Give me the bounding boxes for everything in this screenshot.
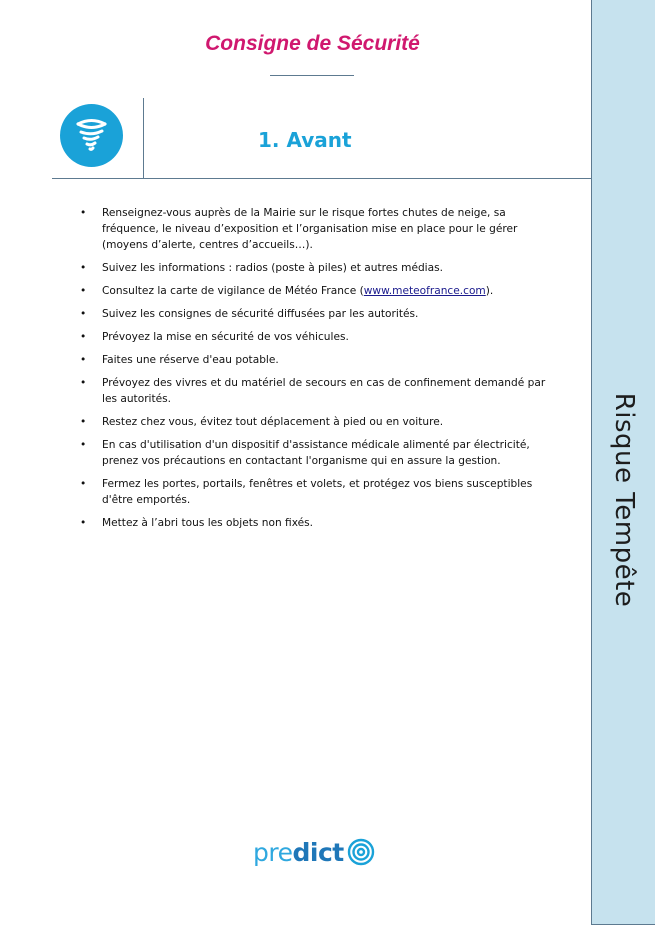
- list-item: [80, 375, 550, 407]
- list-item-text: Faites une réserve d'eau potable.: [102, 354, 279, 366]
- list-item-text: ).: [485, 285, 494, 297]
- bullet-marker: •: [80, 331, 87, 343]
- list-item: [80, 205, 550, 253]
- list-item-text: Fermez les portes, portails, fenêtres et volets, et protégez vos biens susceptibles d'être emportés.: [102, 478, 533, 506]
- logo-text-dict: dict: [292, 837, 344, 867]
- bullet-marker: •: [80, 285, 87, 297]
- list-item: [80, 260, 550, 276]
- list-item-text: Prévoyez des vivres et du matériel de secours en cas de confinement demandé par les autorités.: [102, 377, 546, 405]
- list-item-text: En cas d'utilisation d'un dispositif d'assistance médicale alimenté par électricité, prenez vos précautions en contactant l'organisme qui en assure la gestion.: [102, 439, 530, 467]
- page-title: Consigne de Sécurité: [205, 32, 420, 55]
- list-item-text: Restez chez vous, évitez tout déplacement à pied ou en voiture.: [102, 416, 444, 428]
- logo-text-pre: pre: [253, 837, 293, 867]
- tornado-icon: [60, 104, 123, 167]
- list-item: [80, 283, 550, 299]
- list-item: [80, 515, 550, 531]
- bullet-marker: •: [80, 439, 87, 451]
- section-title: 1. Avant: [258, 128, 352, 152]
- title-underline: [270, 75, 354, 76]
- bullet-marker: •: [80, 354, 87, 366]
- header-divider-vertical: [143, 98, 144, 178]
- list-item: [80, 329, 550, 345]
- bullet-marker: •: [80, 478, 87, 490]
- predict-logo: [253, 835, 375, 869]
- sidebar-title: Risque Tempête: [609, 392, 639, 608]
- meteofrance-link[interactable]: www.meteofrance.com: [363, 285, 486, 297]
- bullet-marker: •: [80, 262, 87, 274]
- bullet-marker: •: [80, 416, 87, 428]
- bullet-marker: •: [80, 517, 87, 529]
- header-divider-horizontal: [52, 178, 591, 179]
- instruction-list: [80, 205, 550, 538]
- list-item: [80, 414, 550, 430]
- tornado-icon-graphic: [60, 104, 123, 167]
- list-item: [80, 437, 550, 469]
- bullet-marker: •: [80, 377, 87, 389]
- sidebar-panel: [591, 0, 655, 925]
- target-swirl-icon: [347, 838, 375, 866]
- list-item-text: Suivez les consignes de sécurité diffusées par les autorités.: [102, 308, 419, 320]
- list-item-text: Consultez la carte de vigilance de Météo France (: [102, 285, 364, 297]
- list-item: [80, 476, 550, 508]
- list-item: [80, 352, 550, 368]
- list-item-text: Prévoyez la mise en sécurité de vos véhicules.: [102, 331, 349, 343]
- list-item-text: Suivez les informations : radios (poste à piles) et autres médias.: [102, 262, 444, 274]
- list-item-text: Mettez à l’abri tous les objets non fixés.: [102, 517, 314, 529]
- bullet-marker: •: [80, 308, 87, 320]
- list-item: [80, 306, 550, 322]
- bullet-marker: •: [80, 207, 87, 219]
- list-item-text: Renseignez-vous auprès de la Mairie sur le risque fortes chutes de neige, sa fréquence, le niveau d’exposition et l’organisation mise en place pour le gérer (moyens d’alerte, centres d’accueils…).: [102, 207, 518, 251]
